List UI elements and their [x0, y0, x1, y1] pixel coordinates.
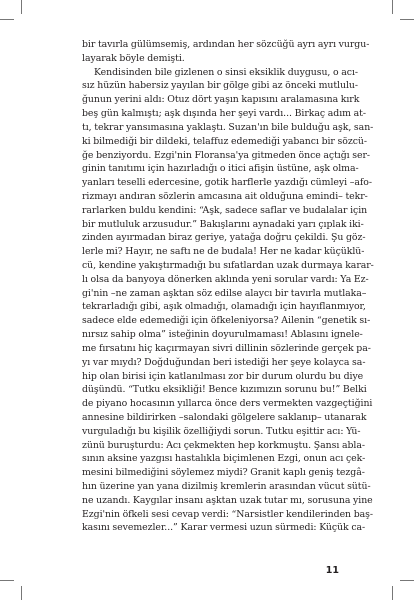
text-line: vurguladığı bu kişilik özelliğiydi sorun. Tutku eşittir acı: Yü-	[82, 425, 361, 437]
crop-mark-bottom-right-h	[400, 580, 414, 581]
text-line: düşündü. “Tutku eksikliği! Bence kızımızın sorunu bu!” Belki	[82, 384, 367, 396]
text-line: sının aksine yazgısı hastalıkla biçimlenen Ezgi, onun acı çek-	[82, 453, 366, 465]
text-line: ginin tanıtımı için hazırladığı o itici afişin üstüne, aşk olma-	[82, 163, 359, 175]
text-line: ki bilmediği bir dildeki, telaffuz edemediği yabancı bir sözcü-	[82, 135, 367, 147]
body-text	[82, 38, 374, 535]
text-line: Ezgi'nin öfkeli sesi cevap verdi: “Narsistler kendilerinden baş-	[82, 508, 374, 520]
text-line: lerle mi? Hayır, ne saftı ne de budala! Her ne kadar küçüklü-	[82, 246, 365, 258]
text-line: beş gün kalmıştı; aşk dışında her şeyi vardı... Birkaç adım at-	[82, 108, 366, 120]
crop-mark-top-left-v	[21, 0, 22, 14]
text-line: hın üzerine yan yana dizilmiş kremlerin arasından vücut sütü-	[82, 481, 371, 492]
text-line: bir mutluluk arzusudur.” Bakışlarını aynadaki yarı çıplak iki-	[82, 218, 364, 230]
text-line: tı, tekrar yansımasına yaklaştı. Suzan'ın bile bulduğu aşk, san-	[82, 121, 374, 133]
text-line: de piyano hocasının yıllarca önce ders vermekten vazgeçtiğini	[82, 398, 373, 410]
crop-mark-bottom-right-v	[392, 586, 393, 600]
text-line: gi'nin –ne zaman aşktan söz edilse alaycı bir tavırla mutlaka–	[82, 287, 367, 299]
crop-mark-top-left-h	[0, 19, 14, 20]
text-line: Kendisinden bile gizlenen o sinsi eksiklik duygusu, o acı-	[94, 66, 359, 78]
text-line: kasını sevemezler...” Karar vermesi uzun sürmedi: Küçük ca-	[82, 522, 366, 534]
text-line: ğe benziyordu. Ezgi'nin Floransa'ya gitmeden önce açtığı ser-	[82, 149, 371, 161]
text-line: sız hüzün habersiz yayılan bir gölge gibi az önceki mutlulu-	[82, 80, 358, 92]
crop-mark-top-right-v	[392, 0, 393, 14]
crop-mark-top-right-h	[400, 19, 414, 20]
text-line: me fırsatını hiç kaçırmayan sivri dillinin sözlerinde gerçek pa-	[82, 342, 371, 354]
text-line: yanları teselli edercesine, gotik harflerle yazdığı cümleyi –afo-	[82, 177, 372, 189]
text-line: tekrarladığı gibi, aşık olmadığı, olamadığı için hayıflanmıyor,	[82, 301, 366, 313]
page-number: 11	[325, 565, 339, 576]
text-line: annesine bildirirken –salondaki gölgelere saklanıp– utanarak	[82, 411, 367, 423]
text-line: zinden ayırmadan biraz geriye, yatağa doğru çekildi. Şu göz-	[82, 232, 366, 244]
text-line: rarlarken buldu kendini: “Aşk, sadece saflar ve budalalar için	[82, 204, 368, 216]
text-line: zünü buruşturdu: Acı çekmekten hep korkmuştu. Şansı abla-	[82, 439, 365, 451]
text-line: ğunun yerini aldı: Otuz dört yaşın kapısını aralamasına kırk	[82, 94, 360, 106]
text-line: layarak böyle demişti.	[82, 52, 185, 64]
text-line: yı var mıydı? Doğduğundan beri istediği her şeye kolayca sa-	[82, 356, 366, 368]
text-line: ne uzandı. Kaygılar insanı aşktan uzak tutar mı, sorusuna yine	[82, 494, 373, 506]
crop-mark-bottom-left-v	[21, 586, 22, 600]
text-line: lı olsa da banyoya dönerken aklında yeni sorular vardı: Ya Ez-	[82, 273, 369, 285]
text-line: bir tavırla gülümsemiş, ardından her sözcüğü ayrı ayrı vurgu-	[82, 39, 370, 50]
text-line: sadece elde edemediği için öfkeleniyorsa? Ailenin “genetik sı-	[82, 315, 371, 327]
text-line: hip olan birisi için katlanılması zor bir durum olurdu bu diye	[82, 370, 364, 382]
crop-mark-bottom-left-h	[0, 580, 14, 581]
text-line: cü, kendine yakıştırmadığı bu sıfatlardan uzak durmaya karar-	[82, 260, 374, 271]
text-line: rizmayı andıran sözlerin amcasına ait olduğuna emindi– tekr-	[82, 190, 368, 202]
text-line: nırsız sahip olma” isteğinin doyurulmaması! Ablasını ignele-	[82, 329, 363, 341]
text-line: mesini bilmediğini söylemez miydi? Granit kaplı geniş tezgâ-	[82, 467, 365, 479]
